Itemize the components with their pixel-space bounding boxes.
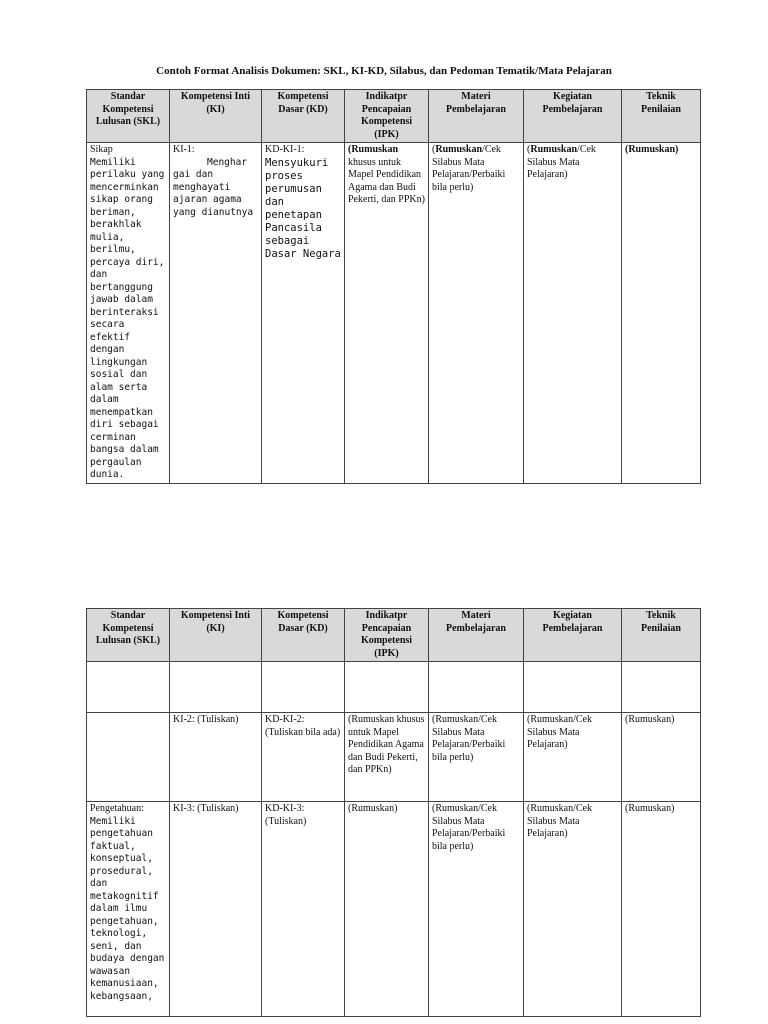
cell-ipk: (Rumuskan) [345, 802, 429, 1017]
cell-empty [622, 662, 701, 713]
skl-label: Sikap [90, 144, 113, 155]
cell-kegiatan: (Rumuskan/Cek Silabus Mata Pelajaran) [524, 713, 622, 802]
header-ipk: Indikatpr Pencapaian Kompetensi (IPK) [345, 90, 429, 143]
kd-label: KD-KI-1: [265, 144, 305, 155]
header-row [87, 609, 701, 662]
header-ipk: Indikatpr Pencapaian Kompetensi (IPK) [345, 609, 429, 662]
header-skl: Standar Kompetensi Lulusan (SKL) [87, 609, 170, 662]
header-teknik: Teknik Penilaian [622, 90, 701, 143]
page-title: Contoh Format Analisis Dokumen: SKL, KI-KD, Silabus, dan Pedoman Tematik/Mata Pelajaran [156, 65, 612, 77]
cell-kd: KD-KI-2: (Tuliskan bila ada) [262, 713, 345, 802]
cell-materi [429, 143, 524, 484]
header-kd: Kompetensi Dasar (KD) [262, 609, 345, 662]
header-ki: Kompetensi Inti (KI) [170, 609, 262, 662]
cell-teknik: (Rumuskan) [622, 713, 701, 802]
skl-label: Pengetahuan: [90, 803, 144, 814]
cell-empty [345, 662, 429, 713]
table-row [87, 802, 701, 1017]
cell-materi: (Rumuskan/Cek Silabus Mata Pelajaran/Perbaiki bila perlu) [429, 802, 524, 1017]
ki-label: KI-1: [173, 144, 195, 155]
cell-ki: KI-3: (Tuliskan) [170, 802, 262, 1017]
kegiatan-text: /Cek Silabus Mata Pelajaran) [527, 144, 596, 180]
table-row [87, 143, 701, 484]
header-kegiatan: Kegiatan Pembelajaran [524, 609, 622, 662]
header-materi: Materi Pembelajaran [429, 90, 524, 143]
header-kd: Kompetensi Dasar (KD) [262, 90, 345, 143]
ki-first-word: Menghar [207, 156, 248, 168]
cell-empty [87, 662, 170, 713]
cell-ipk: (Rumuskan khusus untuk Mapel Pendidikan Agama dan Budi Pekerti, dan PPKn) [345, 713, 429, 802]
header-materi: Materi Pembelajaran [429, 609, 524, 662]
table-row [87, 713, 701, 802]
ipk-text: khusus untuk Mapel Pendidikan Agama dan Budi Pekerti, dan PPKn) [348, 156, 425, 205]
cell-kd [262, 143, 345, 484]
cell-teknik [622, 143, 701, 484]
cell-ipk [345, 143, 429, 484]
kd-text: Mensyukuri proses perumusan dan penetapan Pancasila sebagai Dasar Negara [265, 156, 341, 260]
cell-skl [87, 802, 170, 1017]
teknik-bold: (Rumuskan) [625, 144, 679, 155]
analysis-table-2 [86, 608, 701, 1017]
header-skl: Standar Kompetensi Lulusan (SKL) [87, 90, 170, 143]
header-teknik: Teknik Penilaian [622, 609, 701, 662]
table-row-empty [87, 662, 701, 713]
cell-empty [262, 662, 345, 713]
kegiatan-bold: Rumuskan [530, 144, 578, 155]
kegiatan-open: ( [527, 144, 531, 155]
header-ki: Kompetensi Inti (KI) [170, 90, 262, 143]
cell-skl [87, 143, 170, 484]
cell-empty [429, 662, 524, 713]
cell-kd: KD-KI-3: (Tuliskan) [262, 802, 345, 1017]
ki-text: gai dan menghayati ajaran agama yang dianutnya [173, 169, 254, 218]
cell-empty [524, 662, 622, 713]
materi-text: /Cek Silabus Mata Pelajaran/Perbaiki bila perlu) [432, 144, 506, 193]
analysis-table-1 [86, 89, 701, 484]
skl-text: Memiliki pengetahuan faktual, konseptual, prosedural, dan metakognitif dalam ilmu pengetahuan, teknologi, seni, dan budaya dengan wawasan kemanusiaan, kebangsaan, [90, 815, 165, 1002]
cell-kegiatan: (Rumuskan/Cek Silabus Mata Pelajaran) [524, 802, 622, 1017]
materi-bold: Rumuskan [435, 144, 483, 155]
cell-ki: KI-2: (Tuliskan) [170, 713, 262, 802]
header-kegiatan: Kegiatan Pembelajaran [524, 90, 622, 143]
ipk-bold: (Rumuskan [348, 144, 399, 155]
header-row [87, 90, 701, 143]
cell-materi: (Rumuskan/Cek Silabus Mata Pelajaran/Perbaiki bila perlu) [429, 713, 524, 802]
cell-teknik: (Rumuskan) [622, 802, 701, 1017]
materi-open: ( [432, 144, 436, 155]
cell-kegiatan [524, 143, 622, 484]
skl-text: Memiliki perilaku yang mencerminkan sikap orang beriman, berakhlak mulia, berilmu, percaya diri, dan bertanggung jawab dalam berinteraksi secara efektif dengan lingkungan sosial dan alam serta dalam menempatkan diri sebagai cerminan bangsa dalam pergaulan dunia. [90, 156, 165, 480]
cell-ki [170, 143, 262, 484]
cell-empty [170, 662, 262, 713]
cell-skl [87, 713, 170, 802]
